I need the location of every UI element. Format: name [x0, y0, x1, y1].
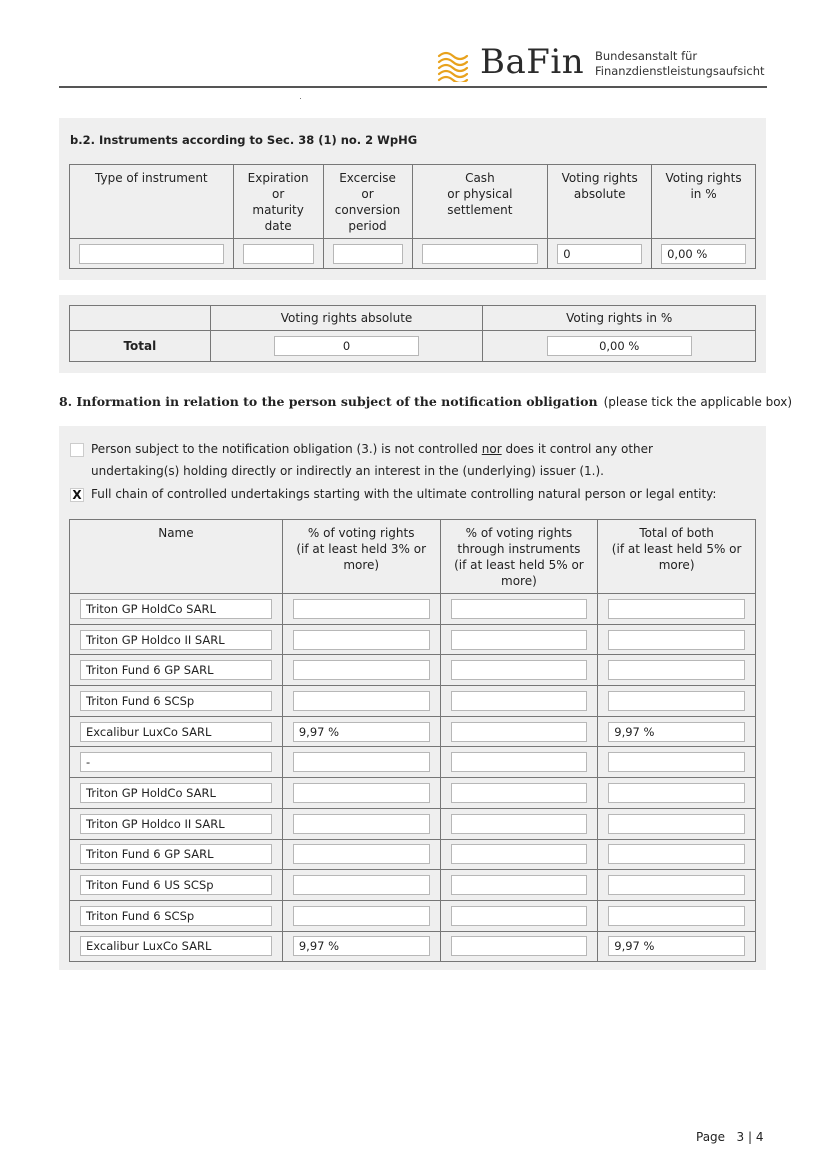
total-both-field[interactable]: 9,97 %: [608, 722, 745, 742]
section-8-note: (please tick the applicable box): [603, 395, 793, 409]
entity-name-field[interactable]: Excalibur LuxCo SARL: [80, 722, 272, 742]
voting-rights-field[interactable]: [293, 906, 430, 926]
entity-name-field[interactable]: Triton Fund 6 US SCSp: [80, 875, 272, 895]
voting-rights-field[interactable]: [293, 752, 430, 772]
total-both-field[interactable]: [608, 660, 745, 680]
voting-rights-field[interactable]: [293, 875, 430, 895]
stray-dot: [300, 98, 301, 99]
voting-rights-field[interactable]: [293, 660, 430, 680]
header-divider: [59, 86, 767, 88]
not-controlled-label: Person subject to the notification obligation (3.) is not controlled nor does it control any other undertaking(s) holding directly or indirectly an interest in the (underlying) issuer (1.).: [91, 442, 653, 478]
section-b2-title: b.2. Instruments according to Sec. 38 (1) no. 2 WpHG: [70, 133, 418, 147]
instrument-field-4[interactable]: 0: [557, 244, 642, 264]
page-number: Page 3 | 4: [696, 1130, 764, 1144]
total-both-field[interactable]: [608, 875, 745, 895]
totals-col-absolute: Voting rights absolute: [210, 306, 483, 331]
chain-header-2: % of voting rights through instruments (if at least held 5% or more): [440, 520, 598, 594]
chain-row: [70, 778, 756, 809]
instrument-field-5[interactable]: 0,00 %: [661, 244, 746, 264]
voting-rights-field[interactable]: [293, 691, 430, 711]
entity-name-field[interactable]: Excalibur LuxCo SARL: [80, 936, 272, 956]
instrument-rights-field[interactable]: [451, 752, 588, 772]
instrument-field-0[interactable]: [79, 244, 224, 264]
instrument-rights-field[interactable]: [451, 630, 588, 650]
entity-name-field[interactable]: Triton GP HoldCo SARL: [80, 599, 272, 619]
total-both-field[interactable]: [608, 783, 745, 803]
instrument-rights-field[interactable]: [451, 691, 588, 711]
instrument-rights-field[interactable]: [451, 875, 588, 895]
total-percent-field[interactable]: 0,00 %: [547, 336, 692, 356]
total-both-field[interactable]: [608, 691, 745, 711]
totals-table: [69, 305, 756, 362]
not-controlled-checkbox[interactable]: [70, 443, 84, 457]
entity-name-field[interactable]: Triton Fund 6 SCSp: [80, 691, 272, 711]
bafin-logo-text: BaFin: [480, 42, 585, 82]
total-both-field[interactable]: 9,97 %: [608, 936, 745, 956]
instrument-rights-field[interactable]: [451, 599, 588, 619]
full-chain-checkbox[interactable]: X: [70, 488, 84, 502]
instruments-header-row: [70, 165, 756, 239]
entity-name-field[interactable]: Triton GP Holdco II SARL: [80, 630, 272, 650]
voting-rights-field[interactable]: [293, 814, 430, 834]
voting-rights-field[interactable]: [293, 630, 430, 650]
entity-name-field[interactable]: Triton GP HoldCo SARL: [80, 783, 272, 803]
entity-name-field[interactable]: Triton Fund 6 GP SARL: [80, 660, 272, 680]
totals-col-percent: Voting rights in %: [483, 306, 756, 331]
chain-header-row: [70, 520, 756, 594]
total-both-field[interactable]: [608, 752, 745, 772]
chain-row: [70, 747, 756, 778]
bafin-subtitle: Bundesanstalt für Finanzdienstleistungsaufsicht: [595, 49, 765, 78]
section-8-title: 8. Information in relation to the person subject of the notification obligation (please tick the applicable box): [59, 394, 793, 409]
chain-row: [70, 931, 756, 962]
b2-header-4: Voting rights absolute: [548, 165, 652, 239]
entity-name-field[interactable]: Triton GP Holdco II SARL: [80, 814, 272, 834]
b2-header-5: Voting rights in %: [652, 165, 756, 239]
chain-row: [70, 870, 756, 901]
instrument-rights-field[interactable]: [451, 783, 588, 803]
total-both-field[interactable]: [608, 844, 745, 864]
entity-name-field[interactable]: -: [80, 752, 272, 772]
chain-header-0: Name: [70, 520, 283, 594]
voting-rights-field[interactable]: 9,97 %: [293, 936, 430, 956]
b2-header-0: Type of instrument: [70, 165, 234, 239]
bafin-logo-icon: [437, 48, 469, 82]
entity-name-field[interactable]: Triton Fund 6 GP SARL: [80, 844, 272, 864]
chain-row: [70, 839, 756, 870]
total-both-field[interactable]: [608, 599, 745, 619]
totals-row-label: Total: [70, 331, 211, 362]
instrument-field-1[interactable]: [243, 244, 314, 264]
instrument-rights-field[interactable]: [451, 906, 588, 926]
instrument-rights-field[interactable]: [451, 936, 588, 956]
b2-header-3: Cash or physical settlement: [412, 165, 548, 239]
chain-header-3: Total of both (if at least held 5% or more): [598, 520, 756, 594]
chain-row: [70, 900, 756, 931]
total-absolute-field[interactable]: 0: [274, 336, 419, 356]
instruments-input-row: [70, 239, 756, 269]
total-both-field[interactable]: [608, 630, 745, 650]
total-both-field[interactable]: [608, 814, 745, 834]
instrument-rights-field[interactable]: [451, 660, 588, 680]
controlled-undertakings-table: [69, 519, 756, 962]
voting-rights-field[interactable]: [293, 599, 430, 619]
voting-rights-field[interactable]: [293, 783, 430, 803]
chain-row: [70, 808, 756, 839]
chain-header-1: % of voting rights (if at least held 3% or more): [282, 520, 440, 594]
total-both-field[interactable]: [608, 906, 745, 926]
instruments-table: [69, 164, 756, 269]
chain-row: [70, 594, 756, 625]
instrument-rights-field[interactable]: [451, 844, 588, 864]
chain-row: [70, 655, 756, 686]
b2-header-2: Excercise or conversion period: [323, 165, 412, 239]
chain-row: [70, 686, 756, 717]
instrument-rights-field[interactable]: [451, 722, 588, 742]
full-chain-label: Full chain of controlled undertakings starting with the ultimate controlling natural person or legal entity:: [91, 487, 717, 501]
voting-rights-field[interactable]: 9,97 %: [293, 722, 430, 742]
chain-row: [70, 624, 756, 655]
totals-corner: [70, 306, 211, 331]
entity-name-field[interactable]: Triton Fund 6 SCSp: [80, 906, 272, 926]
b2-header-1: Expiration or maturity date: [233, 165, 323, 239]
instrument-rights-field[interactable]: [451, 814, 588, 834]
instrument-field-3[interactable]: [422, 244, 539, 264]
voting-rights-field[interactable]: [293, 844, 430, 864]
instrument-field-2[interactable]: [333, 244, 403, 264]
chain-row: [70, 716, 756, 747]
